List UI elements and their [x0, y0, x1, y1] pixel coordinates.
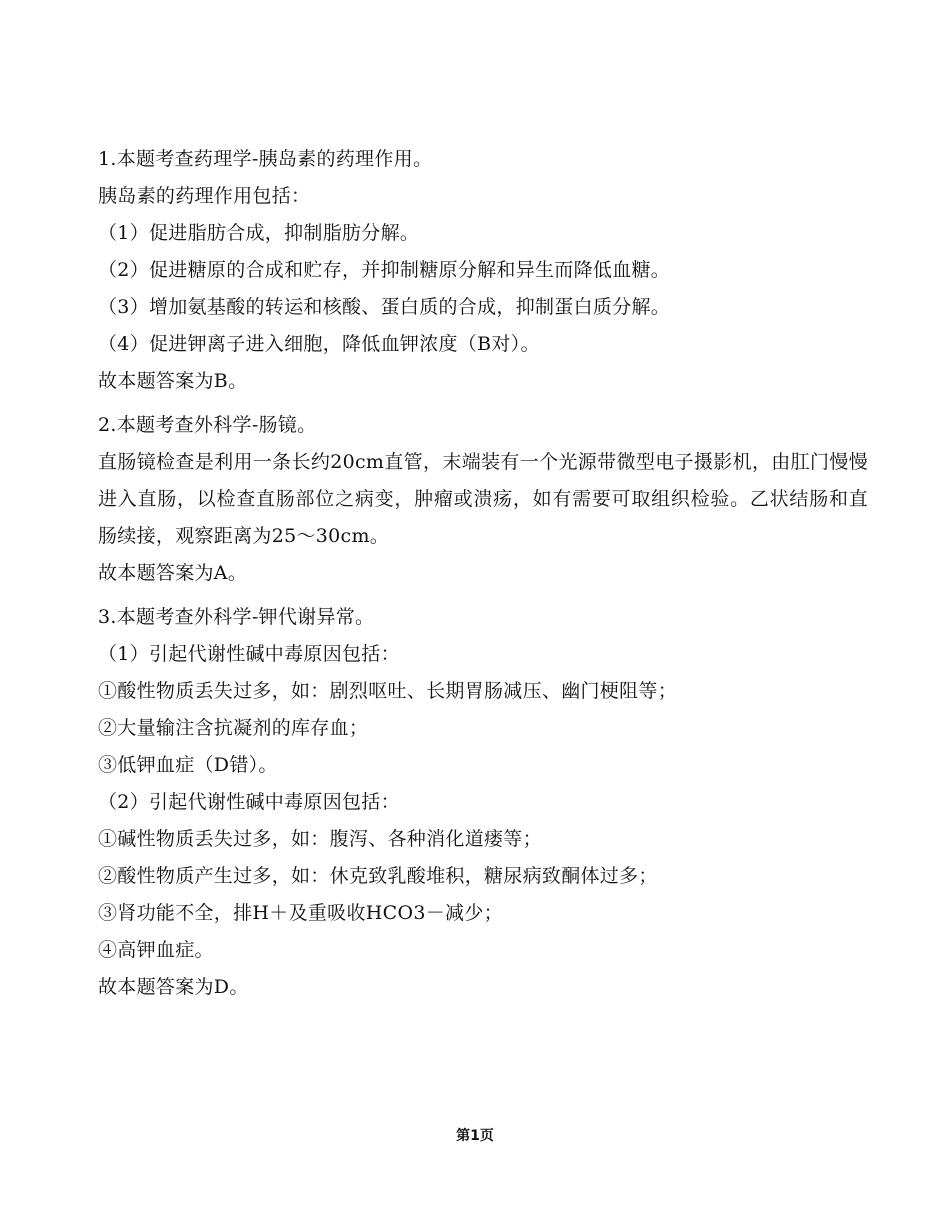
- section-1-answer: 故本题答案为B。: [98, 370, 248, 392]
- section-3-line-2: ①酸性物质丢失过多，如：剧烈呕吐、长期胃肠减压、幽门梗阻等；: [98, 680, 678, 702]
- section-3-line-1: （1）引起代谢性碱中毒原因包括：: [98, 643, 400, 665]
- section-2-title: 2.本题考查外科学-肠镜。: [98, 414, 317, 436]
- document-body: [98, 141, 868, 1006]
- section-1-line-3: （2）促进糖原的合成和贮存，并抑制糖原分解和异生而降低血糖。: [98, 259, 671, 281]
- section-1: [98, 141, 868, 400]
- page-number: 第1页: [456, 1128, 494, 1144]
- section-1-title: 1.本题考查药理学-胰岛素的药理作用。: [98, 148, 433, 170]
- section-2-answer: 故本题答案为A。: [98, 562, 248, 584]
- section-3-title: 3.本题考查外科学-钾代谢异常。: [98, 606, 375, 628]
- section-3-line-4: ③低钾血症（D错）。: [98, 754, 278, 776]
- section-3-line-3: ②大量输注含抗凝剂的库存血；: [98, 717, 369, 739]
- section-1-line-5: （4）促进钾离子进入细胞，降低血钾浓度（B对）。: [98, 333, 540, 355]
- section-3-line-7: ②酸性物质产生过多，如：休克致乳酸堆积，糖尿病致酮体过多；: [98, 865, 658, 887]
- section-gap: [98, 592, 868, 599]
- section-3: [98, 599, 868, 1006]
- section-2: [98, 407, 868, 592]
- section-3-answer: 故本题答案为D。: [98, 976, 249, 998]
- section-1-line-1: 胰岛素的药理作用包括：: [98, 185, 311, 207]
- section-gap: [98, 400, 868, 407]
- section-1-line-2: （1）促进脂肪合成，抑制脂肪分解。: [98, 222, 420, 244]
- section-3-line-6: ①碱性物质丢失过多，如：腹泻、各种消化道瘘等；: [98, 828, 542, 850]
- section-2-paragraph: 直肠镜检查是利用一条长约20cm直管，末端装有一个光源带微型电子摄影机，由肛门慢慢进入直肠，以检查直肠部位之病变，肿瘤或溃疡，如有需要可取组织检验。乙状结肠和直肠续接，观察距离为25～30cm。: [98, 451, 868, 547]
- section-1-line-4: （3）增加氨基酸的转运和核酸、蛋白质的合成，抑制蛋白质分解。: [98, 296, 671, 318]
- section-3-line-9: ④高钾血症。: [98, 939, 214, 961]
- section-3-line-8: ③肾功能不全，排H＋及重吸收HCO3－减少；: [98, 902, 503, 924]
- section-3-line-5: （2）引起代谢性碱中毒原因包括：: [98, 791, 400, 813]
